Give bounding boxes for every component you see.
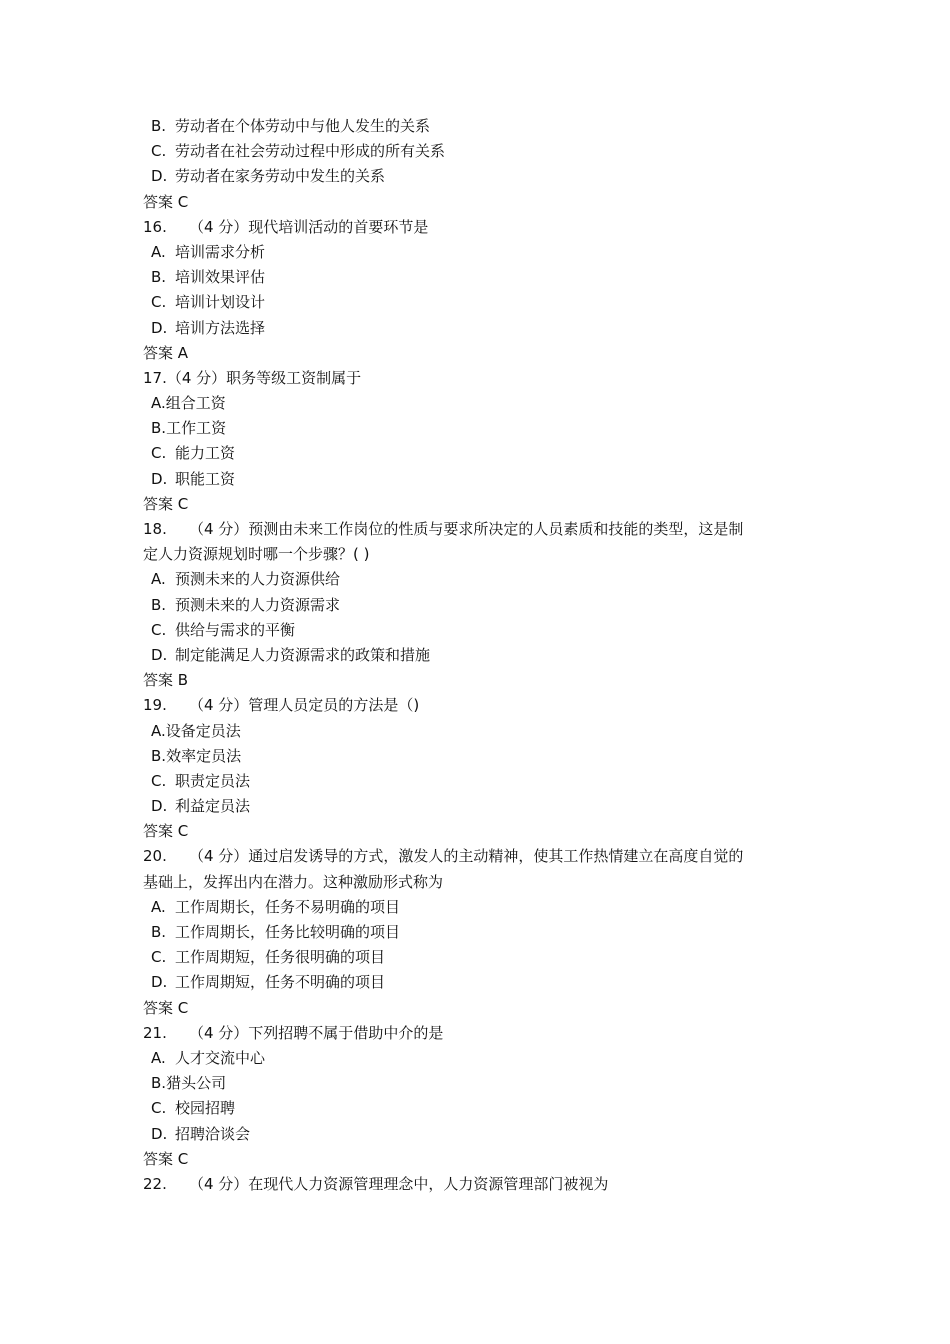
option-text: 人才交流中心 (175, 1048, 266, 1067)
option-letter: B. (151, 746, 167, 765)
option-text: 培训效果评估 (175, 268, 266, 287)
option-letter: C. (151, 771, 167, 790)
question-stem (143, 366, 823, 391)
option-text: 校园招聘 (175, 1099, 236, 1118)
question-number: 21. (143, 1023, 167, 1042)
option-text: 效率定员法 (166, 746, 242, 765)
answer-option (143, 316, 823, 341)
question-text: （4 分）预测由未来工作岗位的性质与要求所决定的人员素质和技能的类型，这是制 (189, 520, 744, 538)
option-letter: C. (151, 1099, 167, 1118)
question-text: （4 分）下列招聘不属于借助中介的是 (189, 1023, 444, 1042)
question-stem (143, 1172, 823, 1197)
option-letter: A. (151, 897, 166, 916)
option-text: 制定能满足人力资源需求的政策和措施 (175, 645, 431, 664)
option-text: 工作周期短，任务很明确的项目 (175, 948, 386, 967)
option-letter: A. (151, 1048, 166, 1067)
option-letter: B. (151, 1074, 167, 1093)
question-text-continuation: 定人力资源规划时哪一个步骤？( ) (143, 545, 370, 564)
answer-option (143, 1046, 823, 1071)
answer-option (143, 391, 823, 416)
answer-key: 答案 C (143, 1149, 189, 1168)
answer-key: 答案 C (143, 192, 189, 211)
question-stem (143, 1021, 823, 1046)
answer-key: 答案 C (143, 494, 189, 513)
answer-option (143, 240, 823, 265)
question-text: （4 分）在现代人力资源管理理念中，人力资源管理部门被视为 (189, 1174, 609, 1193)
question-text: （4 分）现代培训活动的首要环节是 (189, 217, 429, 236)
answer-option (143, 794, 823, 819)
option-text: 招聘洽谈会 (175, 1124, 251, 1143)
option-letter: C. (151, 444, 167, 463)
answer-option (143, 1122, 823, 1147)
question-number: 17. (143, 368, 167, 387)
option-text: 设备定员法 (165, 721, 241, 740)
option-letter: C. (151, 293, 167, 312)
option-letter: A. (151, 242, 166, 261)
option-letter: A. (151, 721, 166, 740)
question-number: 20. (143, 847, 167, 866)
option-text: 劳动者在家务劳动中发生的关系 (175, 167, 386, 186)
question-stem (143, 517, 823, 542)
answer-key: 答案 C (143, 822, 189, 841)
question-stem (143, 693, 823, 718)
question-stem (143, 215, 823, 240)
question-number: 19. (143, 696, 167, 715)
option-letter: D. (151, 469, 168, 488)
option-letter: B. (151, 595, 167, 614)
option-letter: D. (151, 973, 168, 992)
answer-option (143, 139, 823, 164)
answer-option (143, 164, 823, 189)
answer-option (143, 290, 823, 315)
answer-option (143, 895, 823, 920)
option-text: 培训计划设计 (175, 293, 266, 312)
question-text-continuation: 基础上，发挥出内在潜力。这种激励形式称为 (143, 872, 444, 891)
answer-option (143, 618, 823, 643)
option-letter: C. (151, 620, 167, 639)
question-number: 18. (143, 520, 167, 538)
answer-option (143, 567, 823, 592)
option-letter: B. (151, 117, 167, 135)
answer-option (143, 643, 823, 668)
answer-option (143, 920, 823, 945)
option-letter: D. (151, 318, 168, 337)
option-text: 工作周期长，任务不易明确的项目 (175, 897, 401, 916)
option-text: 职能工资 (175, 469, 236, 488)
option-text: 工作工资 (166, 419, 227, 438)
answer-key: 答案 C (143, 998, 189, 1017)
option-letter: A. (151, 570, 166, 589)
option-text: 猎头公司 (166, 1074, 227, 1093)
option-text: 供给与需求的平衡 (175, 620, 296, 639)
answer-option (143, 441, 823, 466)
answer-option (143, 114, 823, 139)
answer-option (143, 769, 823, 794)
option-text: 组合工资 (165, 394, 226, 413)
option-text: 劳动者在社会劳动过程中形成的所有关系 (175, 142, 446, 161)
option-text: 利益定员法 (175, 797, 251, 816)
answer-option (143, 265, 823, 290)
option-letter: D. (151, 1124, 168, 1143)
answer-option (143, 467, 823, 492)
question-list (143, 114, 823, 1197)
answer-option (143, 593, 823, 618)
option-letter: D. (151, 645, 168, 664)
option-text: 培训需求分析 (175, 242, 266, 261)
option-letter: B. (151, 923, 167, 941)
question-number: 16. (143, 217, 167, 236)
answer-option (143, 1096, 823, 1121)
option-text: 能力工资 (175, 444, 236, 463)
option-text: 培训方法选择 (175, 318, 266, 337)
option-text: 工作周期短，任务不明确的项目 (175, 973, 386, 992)
question-stem (143, 844, 823, 869)
question-number: 22. (143, 1174, 167, 1193)
option-letter: A. (151, 394, 166, 413)
option-text: 预测未来的人力资源供给 (175, 570, 341, 589)
answer-option (143, 1071, 823, 1096)
option-letter: B. (151, 419, 167, 438)
answer-option (143, 719, 823, 744)
option-text: 劳动者在个体劳动中与他人发生的关系 (175, 117, 431, 135)
question-text: （4 分）管理人员定员的方法是（) (189, 696, 420, 715)
answer-option (143, 970, 823, 995)
option-text: 预测未来的人力资源需求 (175, 595, 341, 614)
answer-option (143, 744, 823, 769)
answer-key: 答案 A (143, 343, 189, 362)
option-letter: D. (151, 167, 168, 186)
option-text: 工作周期长，任务比较明确的项目 (175, 923, 401, 941)
option-text: 职责定员法 (175, 771, 251, 790)
question-text: （4 分）通过启发诱导的方式，激发人的主动精神，使其工作热情建立在高度自觉的 (189, 847, 744, 866)
question-text: （4 分）职务等级工资制属于 (166, 368, 362, 387)
option-letter: B. (151, 268, 167, 287)
answer-option (143, 945, 823, 970)
option-letter: C. (151, 948, 167, 967)
answer-key: 答案 B (143, 671, 189, 690)
answer-option (143, 416, 823, 441)
option-letter: D. (151, 797, 168, 816)
option-letter: C. (151, 142, 167, 161)
